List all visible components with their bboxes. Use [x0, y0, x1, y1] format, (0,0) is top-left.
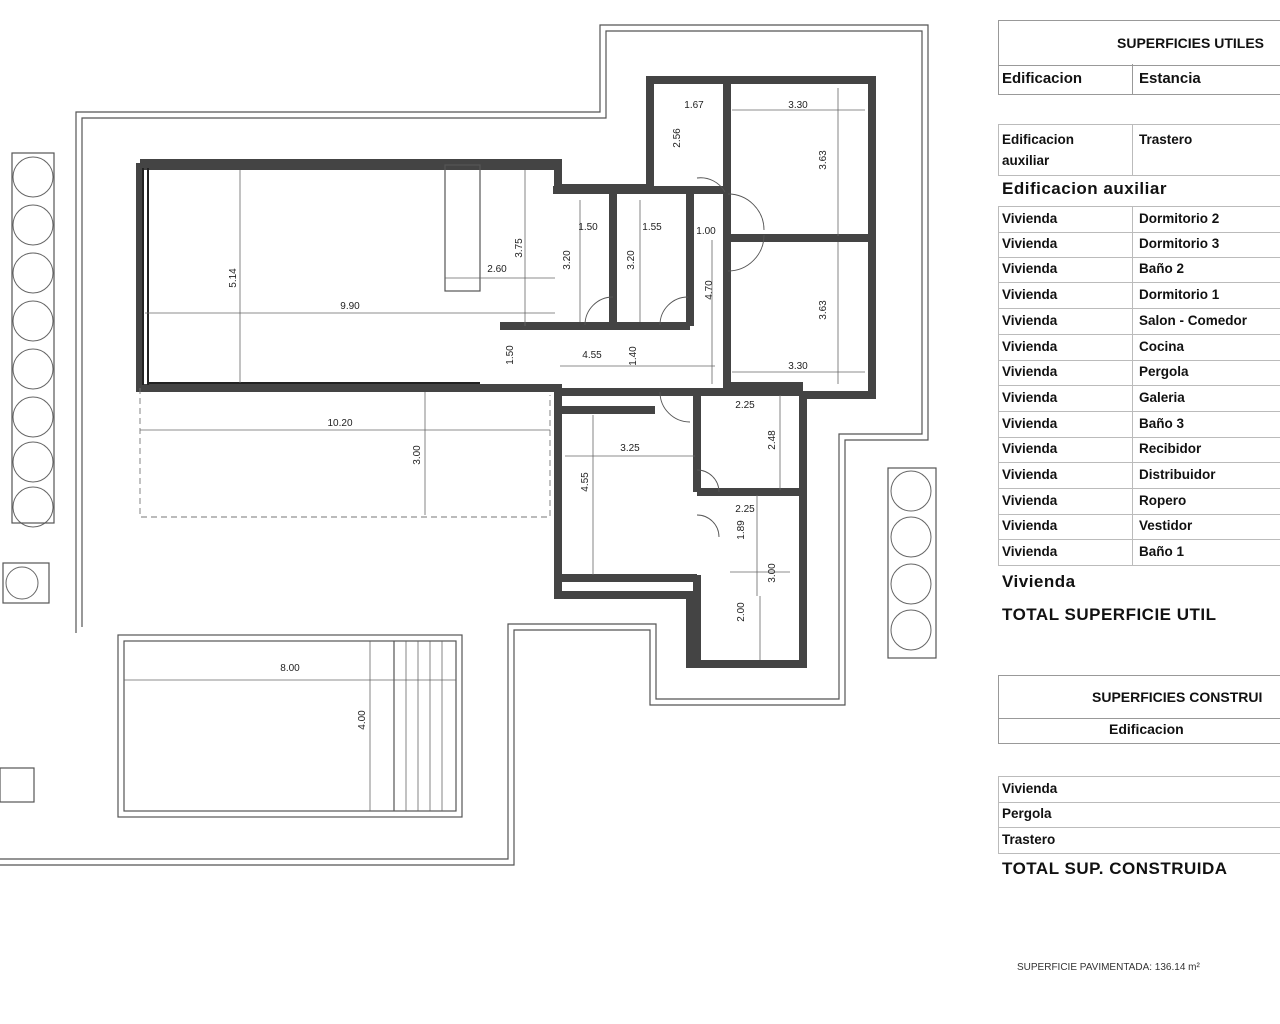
row-edificacion: Vivienda — [1002, 518, 1058, 534]
row-estancia: Salon - Comedor — [1139, 312, 1248, 328]
col-divider — [1132, 335, 1133, 360]
vivienda-subtotal-label: Vivienda — [1002, 572, 1076, 591]
utiles-row — [998, 540, 1280, 566]
row-edificacion: Vivienda — [1002, 287, 1058, 303]
row-estancia: Baño 2 — [1139, 261, 1185, 277]
tree-row-left — [3, 153, 54, 603]
col-divider — [1132, 309, 1133, 334]
construida-trastero: Trastero — [1002, 832, 1056, 847]
construida-vivienda: Vivienda — [1002, 781, 1058, 796]
dim-label: 1.55 — [642, 222, 662, 233]
small-box-left — [0, 768, 34, 802]
row-edificacion: Vivienda — [1002, 415, 1058, 431]
row-edificacion: Vivienda — [1002, 467, 1058, 482]
plot-boundary — [0, 25, 928, 865]
row-edificacion: Vivienda — [1002, 492, 1058, 508]
construidas-row — [998, 828, 1280, 854]
dim-label: 3.00 — [767, 563, 778, 583]
total-superficie-util: TOTAL SUPERFICIE UTIL — [1002, 605, 1217, 624]
row-estancia: Distribuidor — [1139, 467, 1216, 482]
row-edificacion: Vivienda — [1002, 338, 1058, 354]
aux-edificacion-line1: Edificacion — [1002, 132, 1075, 147]
col-divider — [1132, 125, 1133, 175]
total-sup-construida: TOTAL SUP. CONSTRUIDA — [1002, 859, 1228, 878]
aux-estancia: Trastero — [1139, 132, 1193, 147]
row-estancia: Cocina — [1139, 338, 1185, 354]
utiles-title-cell — [998, 20, 1280, 66]
col-divider — [1132, 412, 1133, 437]
col-divider — [1132, 386, 1133, 411]
utiles-row — [998, 309, 1280, 335]
utiles-row — [998, 335, 1280, 361]
row-edificacion: Vivienda — [1002, 312, 1058, 328]
row-estancia: Dormitorio 3 — [1139, 235, 1220, 251]
col-edificacion: Edificacion — [1002, 70, 1083, 87]
dim-label: 3.20 — [626, 250, 637, 270]
col-divider — [1132, 232, 1133, 257]
col-divider — [1132, 540, 1133, 565]
dim-label: 8.00 — [280, 663, 300, 674]
dim-label: 2.25 — [735, 504, 755, 515]
utiles-row — [998, 437, 1280, 463]
dim-label: 4.00 — [357, 710, 368, 730]
dim-label: 1.00 — [696, 226, 716, 237]
utiles-row — [998, 257, 1280, 283]
row-edificacion: Vivienda — [1002, 211, 1058, 226]
row-edificacion: Vivienda — [1002, 389, 1058, 405]
row-edificacion: Vivienda — [1002, 235, 1058, 251]
utiles-header-row — [998, 64, 1280, 95]
row-estancia: Pergola — [1139, 364, 1189, 380]
dim-label: 3.63 — [818, 150, 829, 170]
dim-label: 4.55 — [582, 350, 602, 361]
dim-label: 3.75 — [514, 238, 525, 258]
dim-label: 1.50 — [578, 222, 598, 233]
aux-edificacion-line2: auxiliar — [1002, 153, 1050, 168]
dim-label: 5.14 — [228, 268, 239, 288]
row-edificacion: Vivienda — [1002, 544, 1058, 560]
dim-label: 2.25 — [735, 400, 755, 411]
utiles-row — [998, 412, 1280, 438]
row-edificacion: Vivienda — [1002, 441, 1058, 457]
row-estancia: Baño 3 — [1139, 415, 1185, 431]
dim-label: 3.25 — [620, 443, 640, 454]
tree-row-right — [888, 468, 936, 658]
superficie-pavimentada: SUPERFICIE PAVIMENTADA: 136.14 m² — [1017, 962, 1200, 973]
dim-label: 1.67 — [684, 100, 704, 111]
construidas-row — [998, 776, 1280, 803]
dim-label: 2.60 — [487, 264, 507, 275]
row-estancia: Galeria — [1139, 389, 1185, 405]
col-estancia: Estancia — [1139, 70, 1201, 87]
row-edificacion: Vivienda — [1002, 261, 1058, 277]
dimension-lines — [124, 88, 865, 811]
utiles-row — [998, 232, 1280, 258]
dim-label: 3.30 — [788, 100, 808, 111]
col-divider — [1132, 489, 1133, 514]
utiles-row — [998, 489, 1280, 515]
utiles-row — [998, 360, 1280, 386]
col-divider — [1132, 463, 1133, 488]
row-estancia: Recibidor — [1139, 441, 1202, 457]
row-estancia: Dormitorio 1 — [1139, 287, 1220, 303]
construidas-header-row — [998, 717, 1280, 744]
construidas-title-cell — [998, 675, 1280, 719]
utiles-row — [998, 386, 1280, 412]
dim-label: 4.55 — [580, 472, 591, 492]
construidas-title: SUPERFICIES CONSTRUI — [1092, 689, 1263, 705]
dim-label: 2.48 — [767, 430, 778, 450]
utiles-title: SUPERFICIES UTILES — [1117, 35, 1265, 51]
dim-label: 10.20 — [327, 418, 353, 429]
col-edificacion: Edificacion — [1109, 721, 1184, 737]
dim-label: 1.50 — [505, 345, 516, 365]
plot-boundary-inner — [0, 31, 922, 859]
construidas-row — [998, 802, 1280, 828]
aux-row — [998, 124, 1280, 176]
utiles-row — [998, 463, 1280, 489]
dim-label: 2.00 — [736, 602, 747, 622]
row-estancia: Dormitorio 2 — [1139, 211, 1220, 226]
dim-label: 1.89 — [736, 520, 747, 540]
row-estancia: Baño 1 — [1139, 544, 1185, 560]
col-divider — [1132, 257, 1133, 282]
row-estancia: Vestidor — [1139, 518, 1193, 534]
utiles-row — [998, 514, 1280, 540]
dim-label: 1.40 — [628, 346, 639, 366]
dim-label: 3.63 — [818, 300, 829, 320]
pergola-outline — [140, 388, 550, 517]
aux-subtotal-label: Edificacion auxiliar — [1002, 179, 1167, 198]
col-divider — [1132, 360, 1133, 385]
col-divider — [1132, 64, 1133, 94]
dim-label: 9.90 — [340, 301, 360, 312]
dim-label: 3.00 — [412, 445, 423, 465]
col-divider — [1132, 207, 1133, 232]
col-divider — [1132, 283, 1133, 308]
dim-label: 3.20 — [562, 250, 573, 270]
utiles-row — [998, 206, 1280, 233]
dim-label: 2.56 — [672, 128, 683, 148]
utiles-row — [998, 283, 1280, 309]
col-divider — [1132, 514, 1133, 539]
dim-label: 3.30 — [788, 361, 808, 372]
col-divider — [1132, 437, 1133, 462]
row-edificacion: Vivienda — [1002, 364, 1058, 380]
row-estancia: Ropero — [1139, 492, 1187, 508]
construida-pergola: Pergola — [1002, 806, 1052, 821]
dim-label: 4.70 — [704, 280, 715, 300]
